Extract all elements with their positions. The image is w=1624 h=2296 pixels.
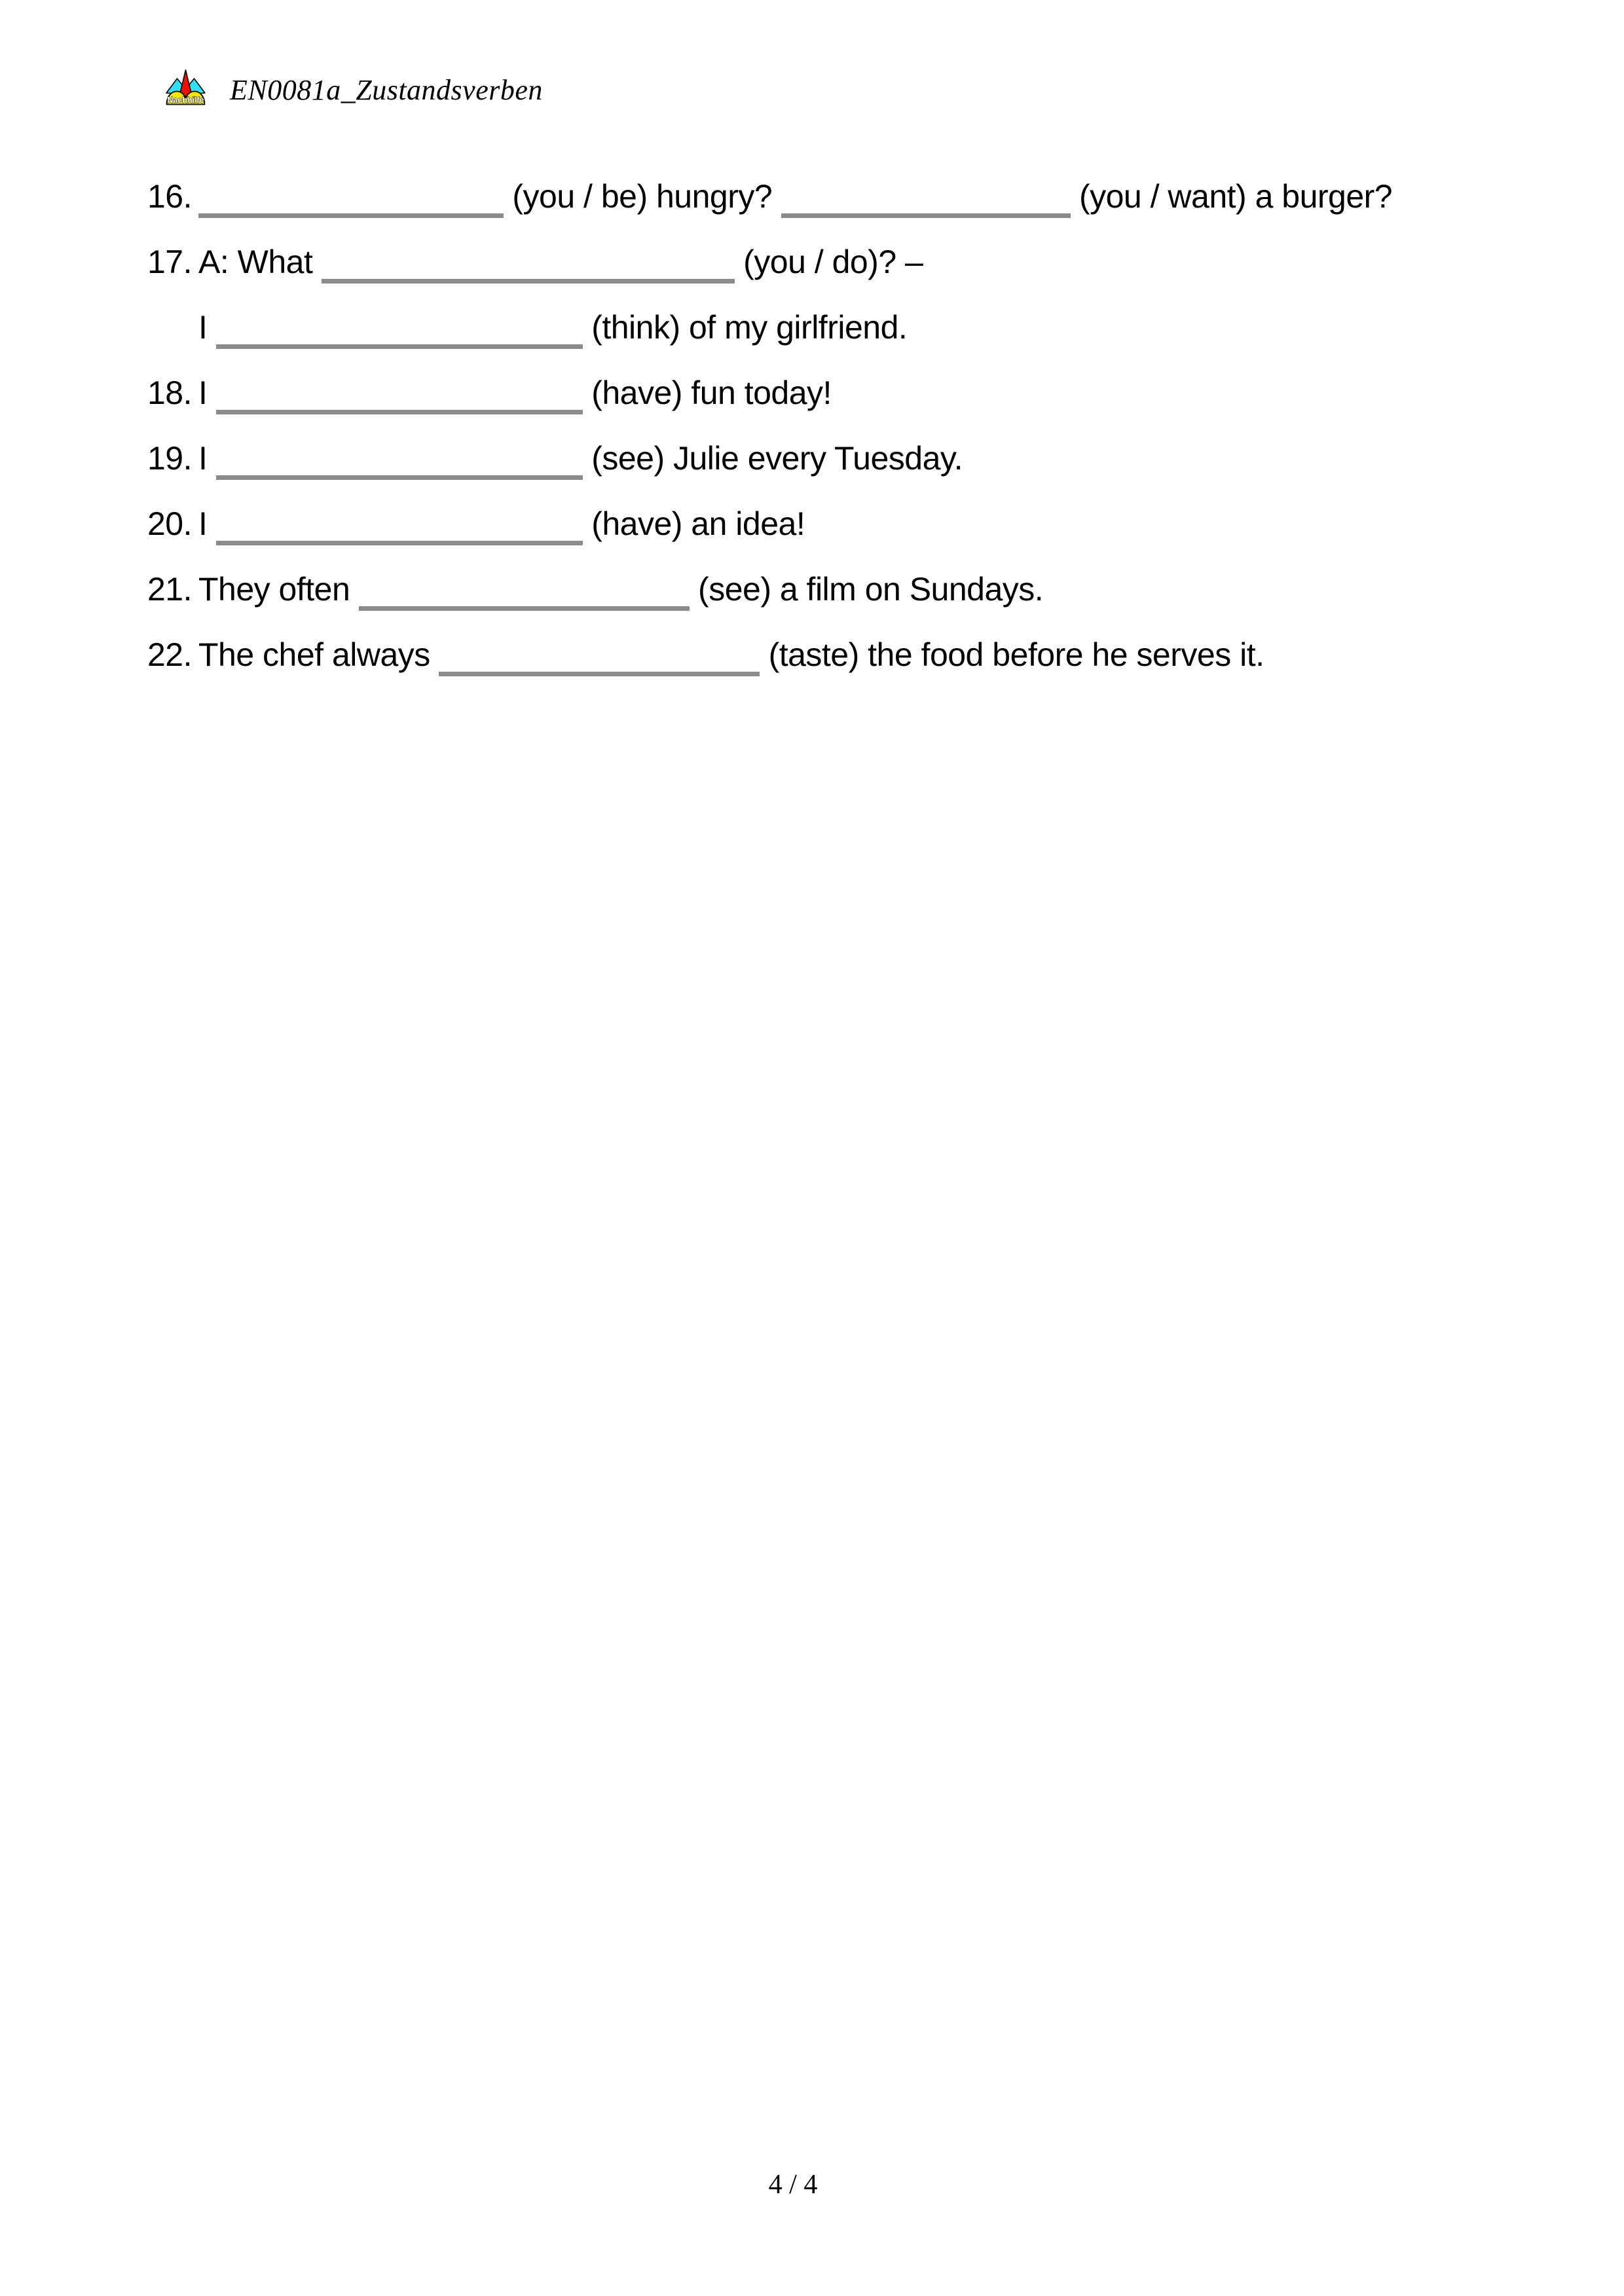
exercise-item — [147, 622, 1496, 687]
item-number: 18. — [147, 374, 193, 411]
item-text: The chef always — [198, 636, 439, 673]
item-text: (see) Julie every Tuesday. — [582, 440, 963, 477]
item-text: (you / do)? – — [734, 244, 923, 280]
fill-in-blank — [216, 344, 583, 349]
exercise-item — [147, 360, 1496, 426]
item-text: A: What — [198, 244, 322, 280]
item-number: 16. — [147, 178, 193, 215]
item-number: 17. — [147, 244, 193, 280]
item-text: (think) of my girlfriend. — [582, 309, 908, 346]
fill-in-blank — [216, 409, 583, 414]
item-text: They often — [198, 571, 359, 608]
item-text: I — [198, 440, 216, 477]
fill-in-blank — [216, 475, 583, 480]
page-number: 4 / 4 — [768, 2170, 818, 2200]
nachhilfe-logo-icon — [165, 68, 206, 105]
item-text: I — [198, 374, 216, 411]
item-text: (have) fun today! — [582, 374, 832, 411]
exercise-list — [147, 164, 1496, 687]
fill-in-blank — [359, 606, 690, 611]
item-number: 21. — [147, 571, 193, 608]
exercise-item — [147, 491, 1496, 556]
item-number: 19. — [147, 440, 193, 477]
logo-label: Nachhilfe — [167, 96, 204, 105]
item-text: (you / be) hungry? — [504, 178, 781, 215]
item-text: I — [198, 309, 216, 346]
fill-in-blank — [322, 278, 735, 283]
item-number: 20. — [147, 505, 193, 542]
exercise-item — [147, 426, 1496, 491]
fill-in-blank — [439, 671, 760, 676]
fill-in-blank — [781, 213, 1071, 218]
item-text: (taste) the food before he serves it. — [760, 636, 1264, 673]
item-number: 22. — [147, 636, 193, 673]
item-text: (you / want) a burger? — [1070, 178, 1393, 215]
item-text: (see) a film on Sundays. — [689, 571, 1044, 608]
document-title: EN0081a_Zustandsverben — [230, 74, 543, 106]
fill-in-blank — [216, 540, 583, 545]
page-header — [165, 68, 543, 105]
exercise-item — [147, 295, 1496, 360]
exercise-item — [147, 229, 1496, 295]
item-text: (have) an idea! — [582, 505, 805, 542]
fill-in-blank — [198, 213, 504, 218]
item-text: I — [198, 505, 216, 542]
exercise-item — [147, 164, 1496, 229]
exercise-item — [147, 556, 1496, 622]
